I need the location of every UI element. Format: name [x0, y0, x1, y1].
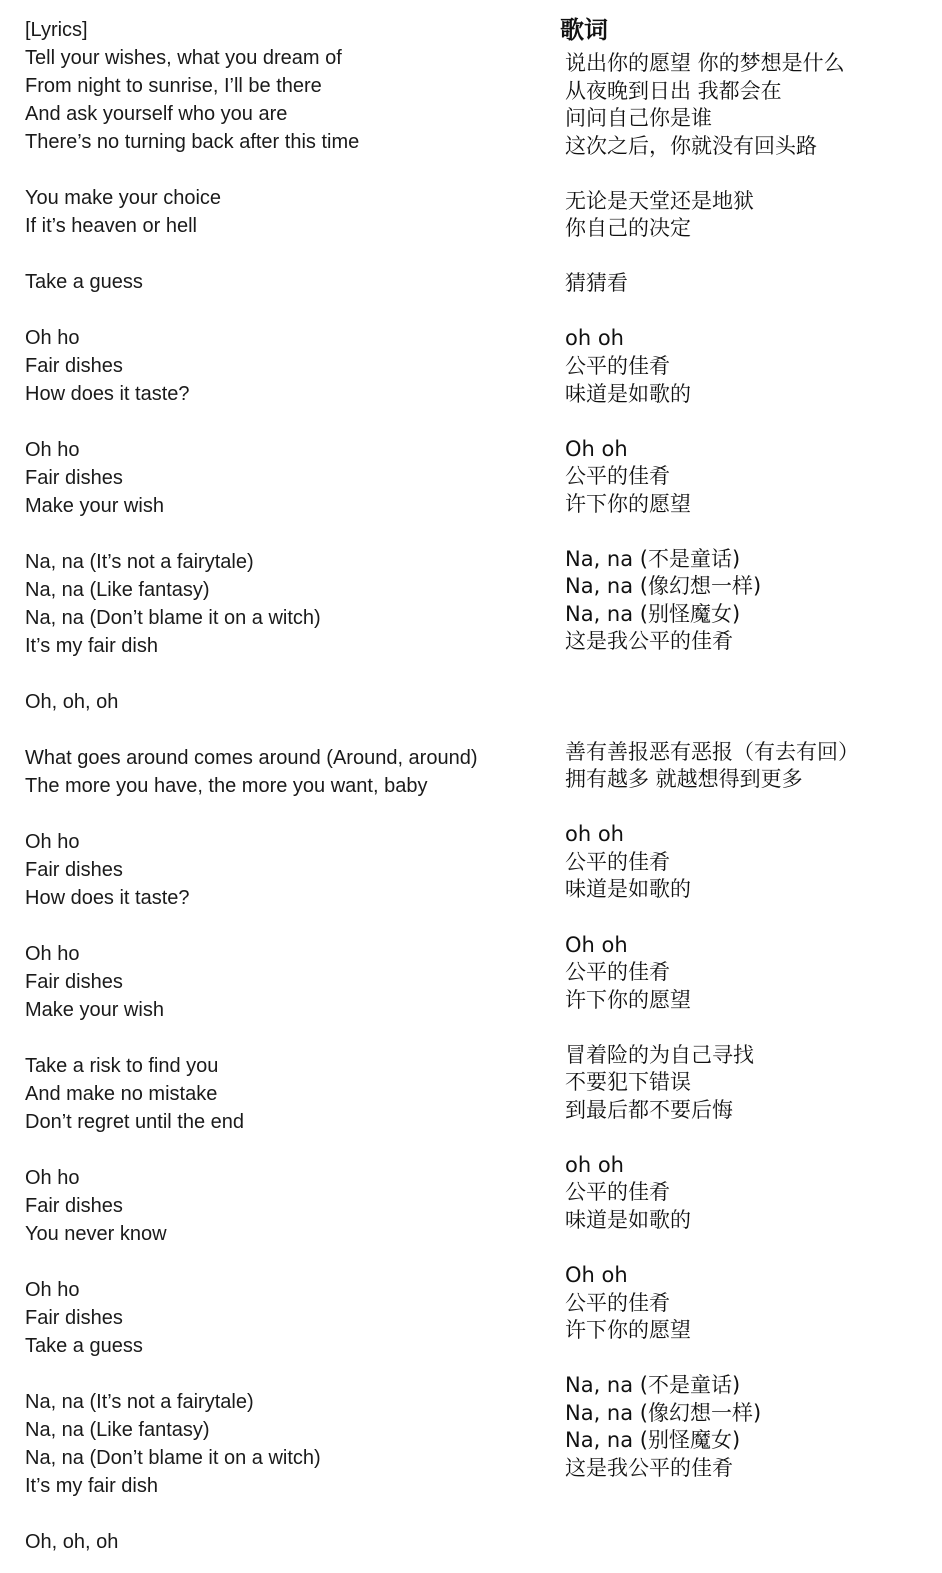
- lyric-line: Oh oh: [565, 932, 628, 957]
- english-lyrics-column: [25, 16, 478, 1556]
- lyric-line: Na, na (Like fantasy): [25, 1419, 210, 1441]
- blank-line: [25, 660, 478, 688]
- lyric-line: Fair dishes: [25, 467, 123, 489]
- lyric-line: Don’t regret until the end: [25, 1111, 245, 1133]
- lyric-line: Make your wish: [25, 999, 164, 1021]
- lyric-line: 这是我公平的佳肴: [565, 1455, 733, 1480]
- lyric-line: oh oh: [565, 1152, 624, 1177]
- lyric-line: Oh ho: [25, 1167, 80, 1189]
- lyric-line: 许下你的愿望: [565, 491, 691, 516]
- lyric-line: 问问自己你是谁: [565, 106, 712, 131]
- lyric-line: Na, na (It’s not a fairytale): [25, 551, 254, 573]
- blank-line: [565, 794, 859, 822]
- blank-line: [565, 243, 859, 271]
- lyric-line: Na, na (像幻想一样): [565, 574, 762, 599]
- lyric-line: What goes around comes around (Around, around): [25, 747, 478, 769]
- lyric-line: 公平的佳肴: [565, 960, 670, 985]
- chinese-lyrics-column: [565, 50, 859, 1482]
- chinese-lyrics-heading: 歌词: [560, 16, 608, 44]
- lyric-line: Oh oh: [565, 1263, 628, 1288]
- lyric-line: 公平的佳肴: [565, 1290, 670, 1315]
- lyric-line: Take a guess: [25, 1335, 143, 1357]
- lyric-line: oh oh: [565, 822, 624, 847]
- lyric-line: Oh, oh, oh: [25, 1531, 119, 1553]
- blank-line: [565, 1124, 859, 1152]
- blank-line: [565, 904, 859, 932]
- lyric-line: Fair dishes: [25, 355, 123, 377]
- blank-line: [25, 800, 478, 828]
- blank-line: [565, 1345, 859, 1373]
- lyric-line: You never know: [25, 1223, 167, 1245]
- blank-line: [25, 912, 478, 940]
- lyric-line: Oh ho: [25, 327, 80, 349]
- lyric-line: If it’s heaven or hell: [25, 215, 197, 237]
- blank-line: [25, 1136, 478, 1164]
- lyric-line: 这是我公平的佳肴: [565, 629, 733, 654]
- lyric-line: 拥有越多 就越想得到更多: [565, 767, 803, 792]
- blank-line: [565, 408, 859, 436]
- lyric-line: Na, na (Don’t blame it on a witch): [25, 607, 321, 629]
- lyric-line: How does it taste?: [25, 887, 190, 909]
- lyric-line: 许下你的愿望: [565, 987, 691, 1012]
- lyric-line: And make no mistake: [25, 1083, 218, 1105]
- lyric-line: Tell your wishes, what you dream of: [25, 47, 342, 69]
- blank-line: [565, 684, 859, 712]
- lyric-line: 味道是如歌的: [565, 1207, 691, 1232]
- lyric-line: Na, na (Don’t blame it on a witch): [25, 1447, 321, 1469]
- lyric-line: 冒着险的为自己寻找: [565, 1042, 754, 1067]
- blank-line: [25, 1360, 478, 1388]
- lyric-line: And ask yourself who you are: [25, 103, 288, 125]
- lyric-line: 公平的佳肴: [565, 354, 670, 379]
- blank-line: [565, 656, 859, 684]
- lyric-line: Make your wish: [25, 495, 164, 517]
- lyric-line: 从夜晚到日出 我都会在: [565, 78, 782, 103]
- blank-line: [565, 518, 859, 546]
- lyric-line: 公平的佳肴: [565, 464, 670, 489]
- lyric-line: There’s no turning back after this time: [25, 131, 360, 153]
- blank-line: [25, 408, 478, 436]
- lyric-line: You make your choice: [25, 187, 222, 209]
- blank-line: [565, 1014, 859, 1042]
- lyric-line: Oh oh: [565, 436, 628, 461]
- lyric-line: Fair dishes: [25, 971, 123, 993]
- blank-line: [25, 520, 478, 548]
- lyric-line: It’s my fair dish: [25, 635, 158, 657]
- lyric-line: Oh ho: [25, 439, 80, 461]
- lyric-line: Na, na (别怪魔女): [565, 601, 741, 626]
- lyric-line: 善有善报恶有恶报（有去有回）: [565, 739, 859, 764]
- lyric-line: The more you have, the more you want, baby: [25, 775, 428, 797]
- lyric-line: 味道是如歌的: [565, 877, 691, 902]
- blank-line: [25, 240, 478, 268]
- lyric-line: Take a guess: [25, 271, 143, 293]
- lyric-line: Na, na (It’s not a fairytale): [25, 1391, 254, 1413]
- lyric-line: Na, na (不是童话): [565, 546, 741, 571]
- blank-line: [25, 1248, 478, 1276]
- blank-line: [565, 160, 859, 188]
- blank-line: [25, 716, 478, 744]
- blank-line: [565, 711, 859, 739]
- lyric-line: Oh ho: [25, 1279, 80, 1301]
- lyric-line: From night to sunrise, I’ll be there: [25, 75, 322, 97]
- blank-line: [25, 296, 478, 324]
- blank-line: [565, 298, 859, 326]
- lyric-line: 公平的佳肴: [565, 849, 670, 874]
- blank-line: [25, 1500, 478, 1528]
- lyric-line: 猜猜看: [565, 271, 628, 296]
- blank-line: [565, 1235, 859, 1263]
- lyric-line: 到最后都不要后悔: [565, 1097, 733, 1122]
- lyric-line: 许下你的愿望: [565, 1318, 691, 1343]
- blank-line: [25, 1024, 478, 1052]
- lyric-line: 无论是天堂还是地狱: [565, 188, 754, 213]
- lyric-line: Oh ho: [25, 831, 80, 853]
- lyric-line: Oh ho: [25, 943, 80, 965]
- lyric-line: 这次之后，你就没有回头路: [565, 133, 817, 158]
- lyric-line: Na, na (别怪魔女): [565, 1428, 741, 1453]
- lyric-line: 说出你的愿望 你的梦想是什么: [565, 51, 845, 75]
- lyric-line: Take a risk to find you: [25, 1055, 219, 1077]
- lyric-line: [Lyrics]: [25, 19, 88, 41]
- lyric-line: Fair dishes: [25, 1195, 123, 1217]
- lyric-line: Fair dishes: [25, 1307, 123, 1329]
- blank-line: [25, 156, 478, 184]
- lyric-line: Na, na (不是童话): [565, 1373, 741, 1398]
- lyric-line: 味道是如歌的: [565, 381, 691, 406]
- lyric-line: 不要犯下错误: [565, 1070, 691, 1095]
- lyric-line: Na, na (Like fantasy): [25, 579, 210, 601]
- lyric-line: Oh, oh, oh: [25, 691, 119, 713]
- lyric-line: 你自己的决定: [565, 216, 691, 241]
- lyric-line: It’s my fair dish: [25, 1475, 158, 1497]
- lyric-line: 公平的佳肴: [565, 1180, 670, 1205]
- lyric-line: oh oh: [565, 326, 624, 351]
- lyric-line: Fair dishes: [25, 859, 123, 881]
- lyric-line: How does it taste?: [25, 383, 190, 405]
- lyric-line: Na, na (像幻想一样): [565, 1400, 762, 1425]
